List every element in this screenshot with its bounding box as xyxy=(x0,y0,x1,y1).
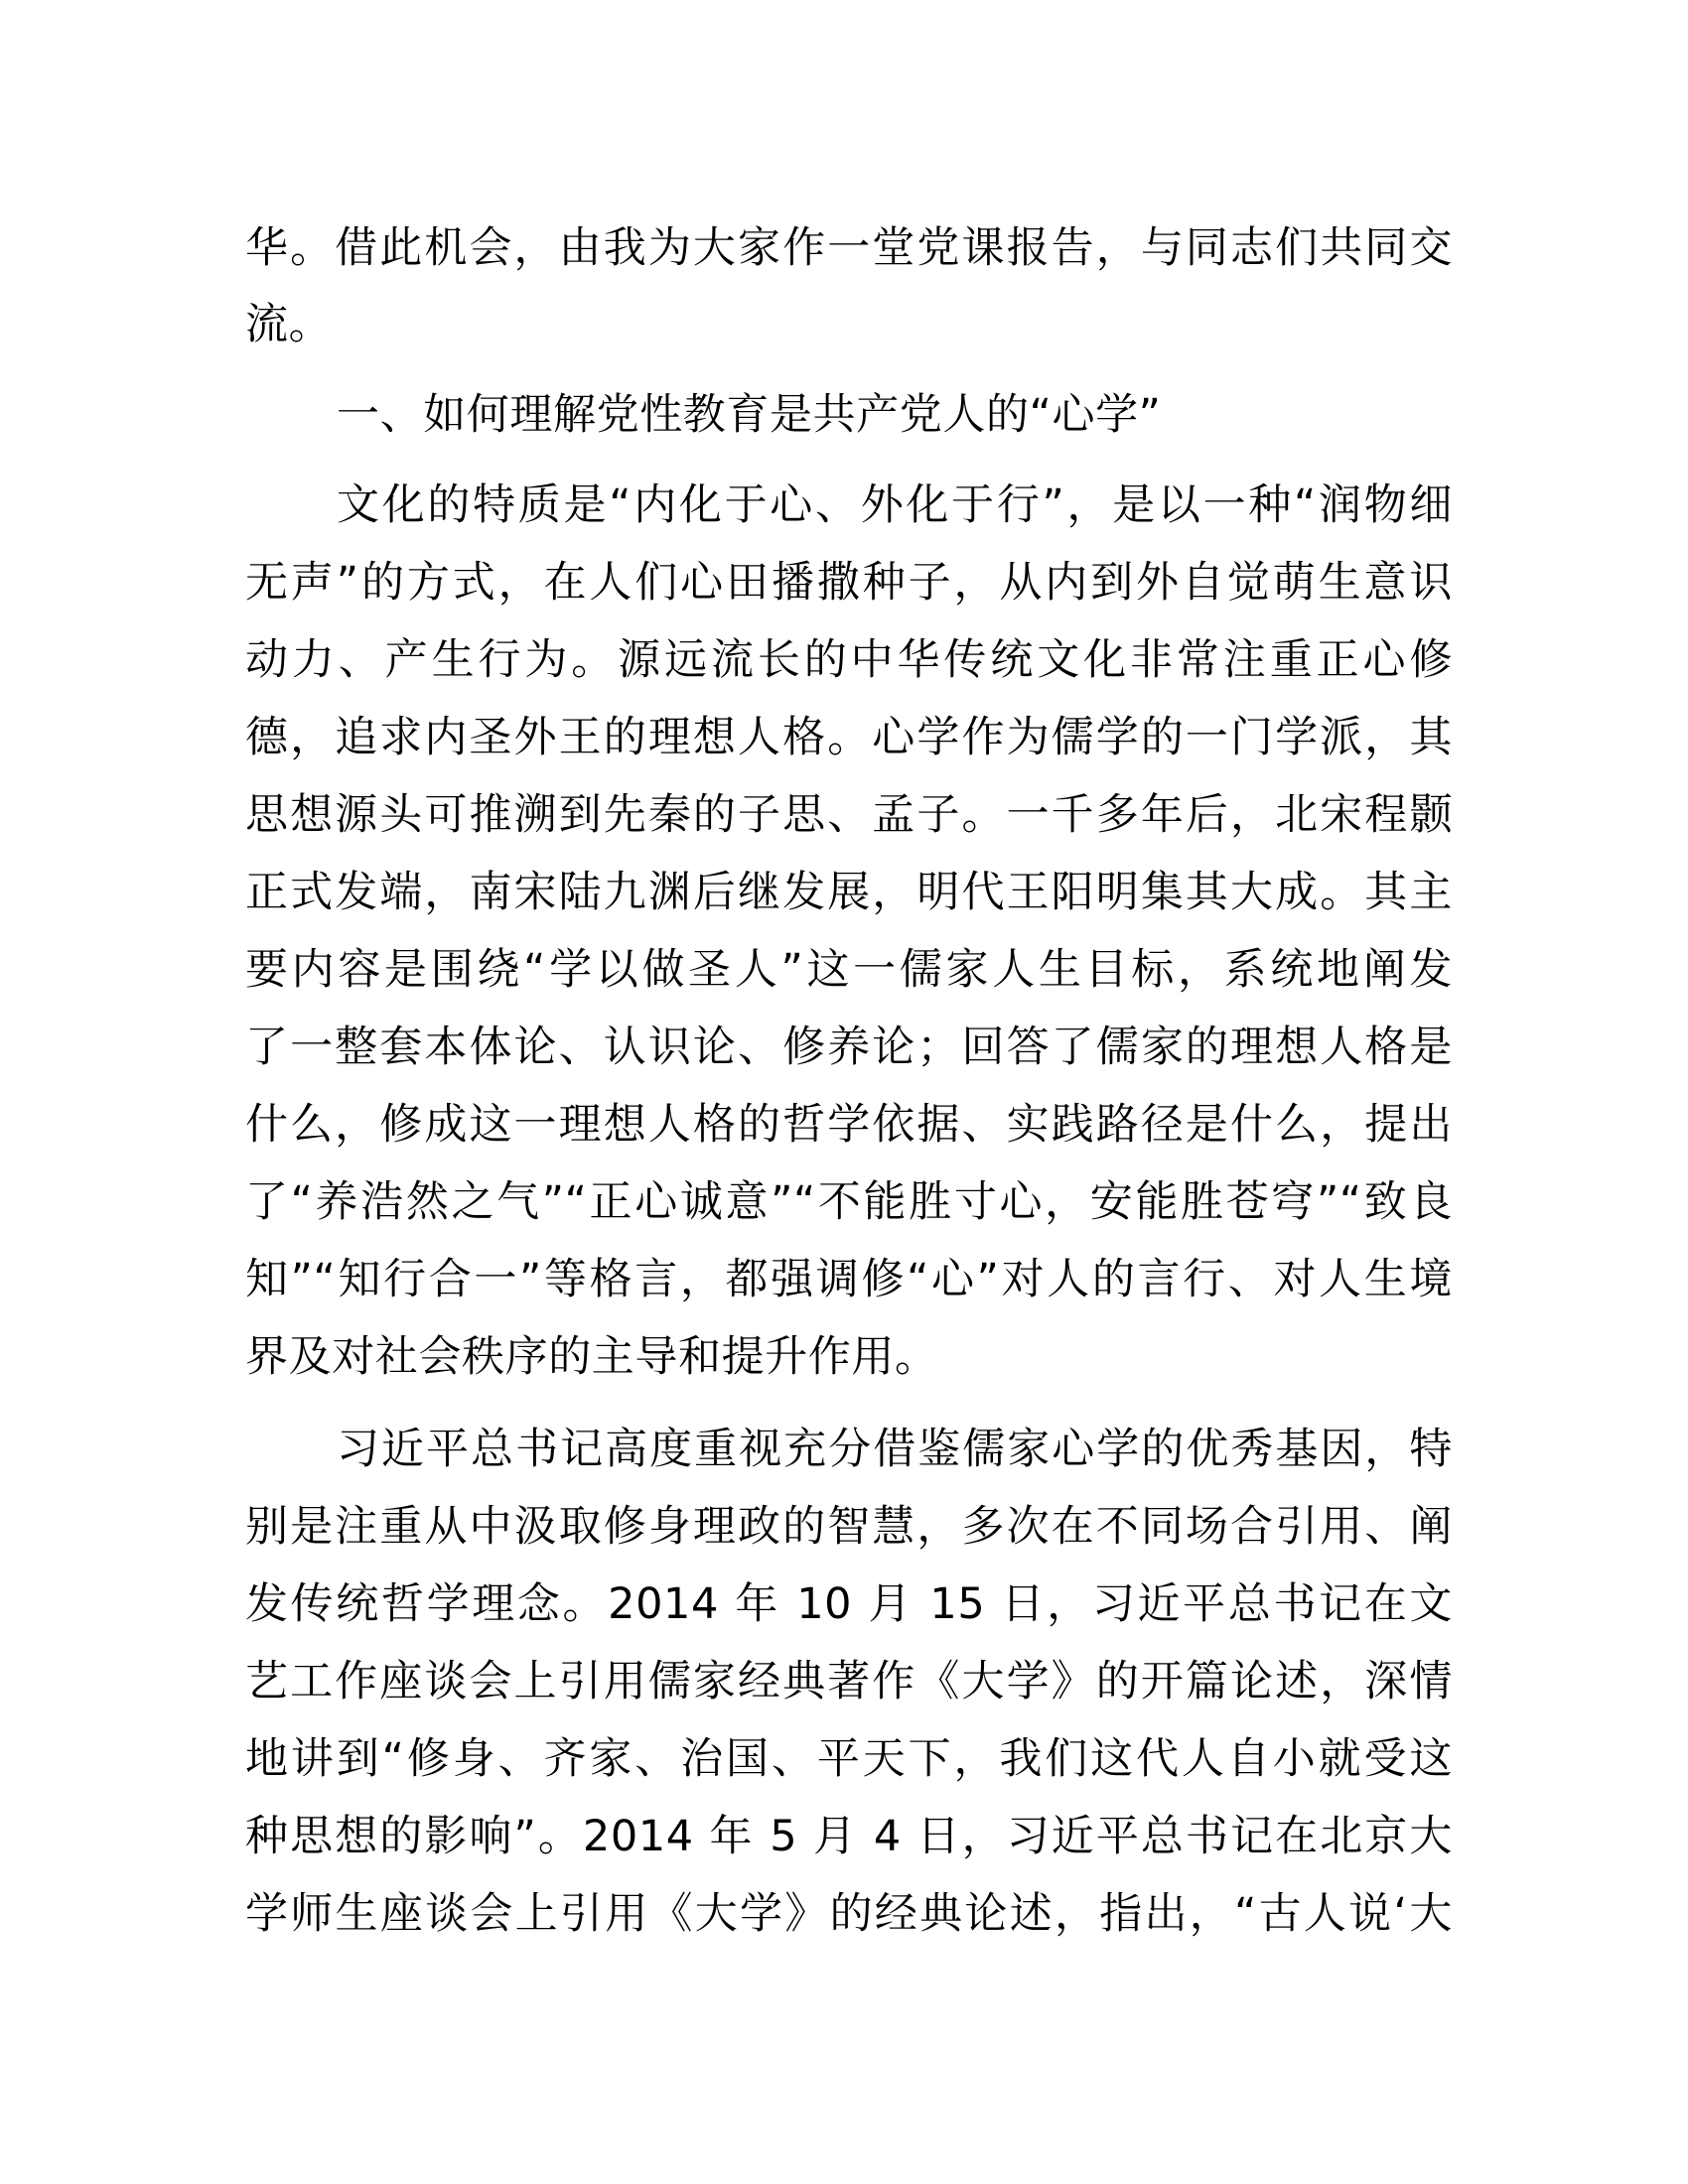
paragraph-1-line-12: 界及对社会秩序的主导和提升作用。 xyxy=(245,1332,938,1382)
paragraph-1-line-5: 思想源头可推溯到先秦的子思、孟子。一千多年后，北宋程颢 xyxy=(245,790,1453,840)
paragraph-1-line-7: 要内容是围绕“学以做圣人”这一儒家人生目标，系统地阐发 xyxy=(245,945,1453,995)
paragraph-2-line-7: 学师生座谈会上引用《大学》的经典论述，指出，“古人说‘大 xyxy=(245,1889,1453,1939)
paragraph-1-line-6: 正式发端，南宋陆九渊后继发展，明代王阳明集其大成。其主 xyxy=(245,868,1453,917)
paragraph-2-line-2: 别是注重从中汲取修身理政的智慧，多次在不同场合引用、阐 xyxy=(245,1502,1453,1552)
paragraph-1-line-2: 无声”的方式，在人们心田播撒种子，从内到外自觉萌生意识 xyxy=(245,558,1453,608)
paragraph-1-line-9: 什么，修成这一理想人格的哲学依据、实践路径是什么，提出 xyxy=(245,1100,1453,1150)
paragraph-1-line-3: 动力、产生行为。源远流长的中华传统文化非常注重正心修 xyxy=(245,635,1453,685)
paragraph-2-line-3: 发传统哲学理念。2014 年 10 月 15 日，习近平总书记在文 xyxy=(245,1579,1453,1629)
paragraph-2-line-5: 地讲到“修身、齐家、治国、平天下，我们这代人自小就受这 xyxy=(245,1734,1453,1784)
paragraph-continuation-line-1: 华。借此机会，由我为大家作一堂党课报告，与同志们共同交 xyxy=(245,223,1453,273)
section-heading: 一、如何理解党性教育是共产党人的“心学” xyxy=(337,390,1162,440)
paragraph-1-line-10: 了“养浩然之气”“正心诚意”“不能胜寸心，安能胜苍穹”“致良 xyxy=(245,1177,1453,1227)
paragraph-1-line-1: 文化的特质是“内化于心、外化于行”，是以一种“润物细 xyxy=(337,480,1453,530)
paragraph-1-line-8: 了一整套本体论、认识论、修养论；回答了儒家的理想人格是 xyxy=(245,1023,1453,1072)
paragraph-1-line-11: 知”“知行合一”等格言，都强调修“心”对人的言行、对人生境 xyxy=(245,1255,1453,1304)
paragraph-2-line-1: 习近平总书记高度重视充分借鉴儒家心学的优秀基因，特 xyxy=(337,1425,1453,1474)
paragraph-continuation-line-2: 流。 xyxy=(245,300,333,349)
paragraph-2-line-6: 种思想的影响”。2014 年 5 月 4 日，习近平总书记在北京大 xyxy=(245,1812,1453,1861)
paragraph-1-line-4: 德，追求内圣外王的理想人格。心学作为儒学的一门学派，其 xyxy=(245,713,1453,762)
paragraph-2-line-4: 艺工作座谈会上引用儒家经典著作《大学》的开篇论述，深情 xyxy=(245,1657,1453,1706)
